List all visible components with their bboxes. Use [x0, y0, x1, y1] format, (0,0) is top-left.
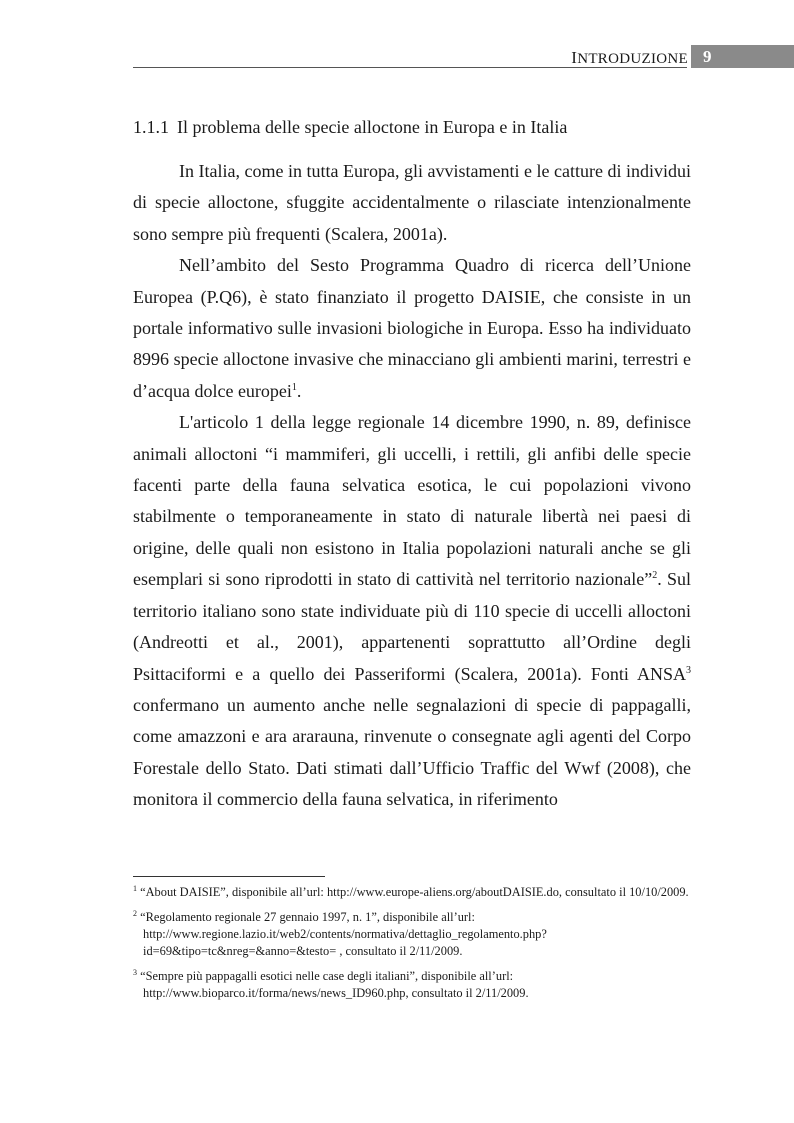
header-rule: [133, 67, 687, 68]
paragraph: [133, 156, 691, 250]
paragraph: [133, 250, 691, 407]
running-header-title: [571, 48, 688, 68]
page-number: 9: [691, 45, 794, 68]
footnote-ref[interactable]: 1: [291, 381, 297, 393]
paragraph-text: . Sul territorio italiano sono state individuate più di 110 specie di uccelli alloctoni (Andreotti et al., 2001), appartenenti soprattutto all’Ordine degli Psittaciformi e a quello dei Passeriformi (Scalera, 2001a). Fonti ANSA: [133, 569, 692, 684]
footnote: [133, 909, 693, 960]
section-heading: [133, 117, 567, 138]
footnote-number: 3: [133, 967, 137, 977]
footnote-text: “About DAISIE”, disponibile all’url: http://www.europe-aliens.org/aboutDAISIE.do, consultato il 10/10/2009.: [140, 885, 689, 899]
footnote: [133, 968, 693, 1002]
footnote-ref[interactable]: 2: [652, 570, 658, 582]
running-header-rest: NTRODUZIONE: [577, 51, 688, 67]
body-text: [133, 156, 691, 816]
section-title: Il problema delle specie alloctone in Europa e in Italia: [177, 117, 568, 137]
paragraph-text: confermano un aumento anche nelle segnalazioni di specie di pappagalli, come amazzoni e ara ararauna, rinvenute o consegnate agli agenti del Corpo Forestale dello Stato. Dati stimati dall’Ufficio Traffic del Wwf (2008), che monitora il commercio della fauna selvatica, in riferimento: [133, 694, 691, 810]
section-number: 1.1.1: [133, 117, 169, 137]
paragraph-text: L'articolo 1 della legge regionale 14 dicembre 1990, n. 89, definisce animali alloctoni “i mammiferi, gli uccelli, i rettili, gli anfibi delle specie facenti parte della fauna selvatica esotica, le cui popolazioni vivono stabilmente o temporaneamente in stato di naturale libertà nei paesi di origine, delle quali non esistono in Italia popolazioni naturali anche se gli esemplari si sono riprodotti in stato di cattività nel territorio nazionale”: [133, 412, 691, 590]
footnote-number: 2: [133, 908, 137, 918]
footnote-number: 1: [133, 883, 137, 893]
footnote-text: “Regolamento regionale 27 gennaio 1997, n. 1”, disponibile all’url: http://www.regione.lazio.it/web2/contents/normativa/dettaglio_regolamento.php?id=69&tipo=tc&nreg=&anno=&testo= , consultato il 2/11/2009.: [140, 910, 547, 958]
footnote-ref[interactable]: 3: [686, 664, 691, 676]
paragraph: [133, 407, 691, 815]
footnote-text: “Sempre più pappagalli esotici nelle case degli italiani”, disponibile all’url: http://www.bioparco.it/forma/news/news_ID960.php, consultato il 2/11/2009.: [140, 969, 529, 1000]
paragraph-text: In Italia, come in tutta Europa, gli avvistamenti e le catture di individui di specie alloctone, sfuggite accidentalmente o rilasciate intenzionalmente sono sempre più frequenti (Scalera, 2001a).: [133, 161, 691, 244]
footnote: [133, 884, 693, 901]
footnote-separator: [133, 876, 325, 877]
running-header-initial: I: [571, 48, 578, 67]
paragraph-text: .: [296, 380, 302, 401]
footnotes: [133, 884, 693, 1010]
paragraph-text: Nell’ambito del Sesto Programma Quadro di ricerca dell’Unione Europea (P.Q6), è stato finanziato il progetto DAISIE, che consiste in un portale informativo sulle invasioni biologiche in Europa. Esso ha individuato 8996 specie alloctone invasive che minacciano gli ambienti marini, terrestri e d’acqua dolce europei: [133, 255, 691, 401]
